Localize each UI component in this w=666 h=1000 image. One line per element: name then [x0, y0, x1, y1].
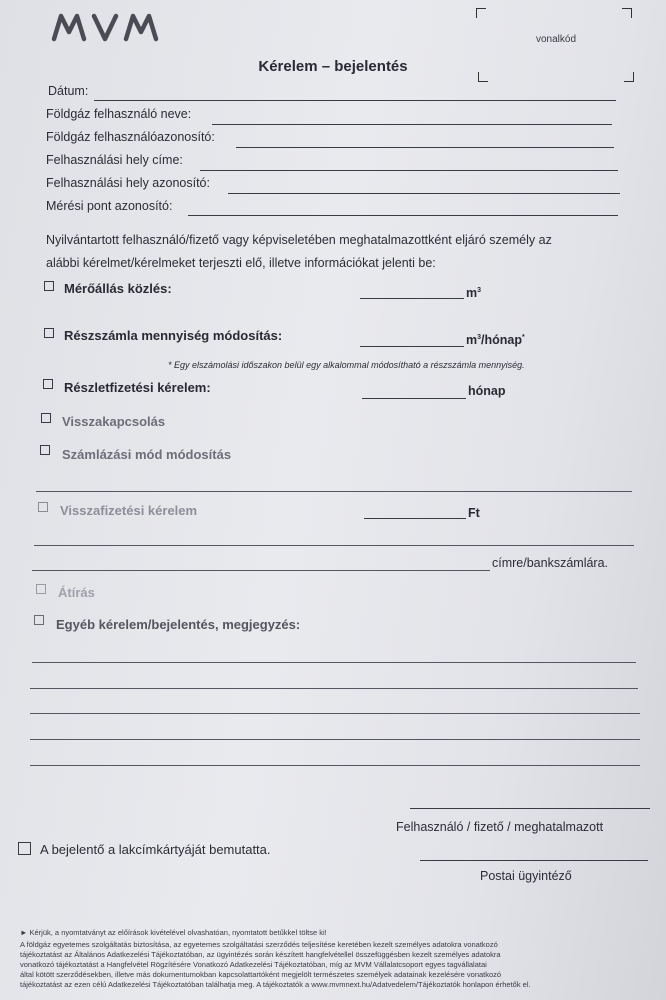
field-label-date: Dátum: — [48, 84, 89, 98]
mvm-logo — [50, 12, 175, 47]
fine-print-line-1: ► Kérjük, a nyomtatványt az előírások kivételével olvashatóan, nyomtatott betűkkel töltse ki! — [20, 928, 327, 937]
field-label-site-id: Felhasználási hely azonosító: — [46, 176, 210, 190]
option-label-transfer: Átírás — [58, 585, 95, 600]
crop-mark — [622, 8, 632, 18]
fine-print-line-5: által kötött szerződésekben, illetve más dokumentumokban kapcsolattartóként megjelölt természetes személyek adatainak kezelésére vonatkozó — [20, 970, 502, 979]
checkbox-billing-mode[interactable] — [40, 445, 50, 455]
partial-bill-footnote: * Egy elszámolási időszakon belül egy alkalommal módosítható a részszámla mennyiség. — [168, 360, 525, 370]
fine-print-line-2: A földgáz egyetemes szolgáltatás biztosítása, az egyetemes szolgáltatási szerződés teljesítése keretében kezelt személyes adatokra vonatkozó — [20, 940, 498, 949]
field-line-user-name[interactable] — [212, 124, 612, 125]
comment-line[interactable] — [30, 713, 640, 714]
signature-label-user: Felhasználó / fizető / meghatalmazott — [396, 820, 604, 834]
address-card-label: A bejelentő a lakcímkártyáját bemutatta. — [40, 842, 271, 857]
crop-mark — [476, 8, 486, 18]
checkbox-refund[interactable] — [38, 502, 48, 512]
comment-line[interactable] — [30, 739, 640, 740]
unit-partial-bill: $m^3/hónap^*$ — [466, 333, 525, 347]
option-label-partial-bill: Részszámla mennyiség módosítás: — [64, 328, 283, 343]
field-label-site-address: Felhasználási hely címe: — [46, 153, 183, 167]
refund-target-label: címre/bankszámlára. — [492, 556, 609, 570]
field-line-site-address[interactable] — [200, 170, 618, 171]
option-label-refund: Visszafizetési kérelem — [60, 503, 198, 518]
checkbox-partial-bill[interactable] — [44, 328, 54, 338]
blank-line-refund-address[interactable] — [32, 570, 490, 571]
field-line-user-id[interactable] — [236, 147, 614, 148]
field-label-user-id: Földgáz felhasználóazonosító: — [46, 130, 215, 144]
fine-print-line-6: tájékoztatást az ezen célú Adatkezelési Tájékoztatóban találhatja meg. A tájékoztatók a www.mvmnext.hu/Adatvedelem/Tájékoztatók honlapon érhetők el. — [20, 980, 531, 989]
intro-text-line-1: Nyilvántartott felhasználó/fizető vagy képviseletében meghatalmazottként eljáró személy az — [46, 233, 552, 247]
field-line-date[interactable] — [94, 100, 616, 101]
option-label-installment: Részletfizetési kérelem: — [64, 380, 211, 395]
option-label-meter-reading: Mérőállás közlés: — [64, 281, 172, 296]
field-line-meter-point-id[interactable] — [188, 215, 618, 216]
checkbox-other[interactable] — [34, 615, 44, 625]
intro-text-line-2: alábbi kérelmet/kérelmeket terjeszti elő, illetve információkat jelenti be: — [46, 256, 436, 270]
option-label-reconnection: Visszakapcsolás — [62, 414, 166, 429]
blank-line-refund[interactable] — [364, 518, 466, 519]
checkbox-meter-reading[interactable] — [44, 281, 54, 291]
field-line-site-id[interactable] — [228, 193, 620, 194]
checkbox-installment[interactable] — [43, 379, 53, 389]
comment-line[interactable] — [32, 662, 636, 663]
blank-line-meter-reading[interactable] — [360, 298, 464, 299]
checkbox-reconnection[interactable] — [41, 413, 51, 423]
unit-meter-reading: $m^3$ — [466, 286, 482, 300]
blank-line-installment[interactable] — [362, 398, 466, 399]
option-label-other: Egyéb kérelem/bejelentés, megjegyzés: — [56, 617, 301, 632]
checkbox-transfer[interactable] — [36, 584, 46, 594]
unit-installment: hónap — [468, 384, 506, 398]
comment-line[interactable] — [30, 765, 640, 766]
fine-print-line-3: tájékoztatást az Általános Adatkezelési Tájékoztatóban, az ügyintézés során készített hangfelvétellel összefüggésben kezelt személyes adatokra — [20, 950, 501, 959]
blank-line-refund-details[interactable] — [34, 545, 634, 546]
option-label-billing-mode: Számlázási mód módosítás — [62, 447, 232, 462]
signature-label-clerk: Postai ügyintéző — [480, 869, 572, 883]
checkbox-address-card[interactable] — [18, 842, 31, 855]
fine-print-line-4: vonatkozó tájékoztatást a Hangfelvétel Rögzítésére Vonatkozó Adatkezelési Tájékoztatóban, míg az MVM Vállalatcsoport egyes tagvállalatai — [20, 960, 487, 969]
signature-line-user[interactable] — [410, 808, 650, 809]
form-title: Kérelem – bejelentés — [258, 58, 408, 75]
field-label-user-name: Földgáz felhasználó neve: — [46, 107, 192, 121]
field-label-meter-point-id: Mérési pont azonosító: — [46, 199, 173, 213]
comment-line[interactable] — [30, 688, 638, 689]
unit-refund: Ft — [468, 506, 480, 520]
blank-line-billing-mode[interactable] — [36, 491, 632, 492]
barcode-label: vonalkód — [536, 34, 577, 45]
blank-line-partial-bill[interactable] — [360, 346, 464, 347]
signature-line-clerk[interactable] — [420, 860, 648, 861]
